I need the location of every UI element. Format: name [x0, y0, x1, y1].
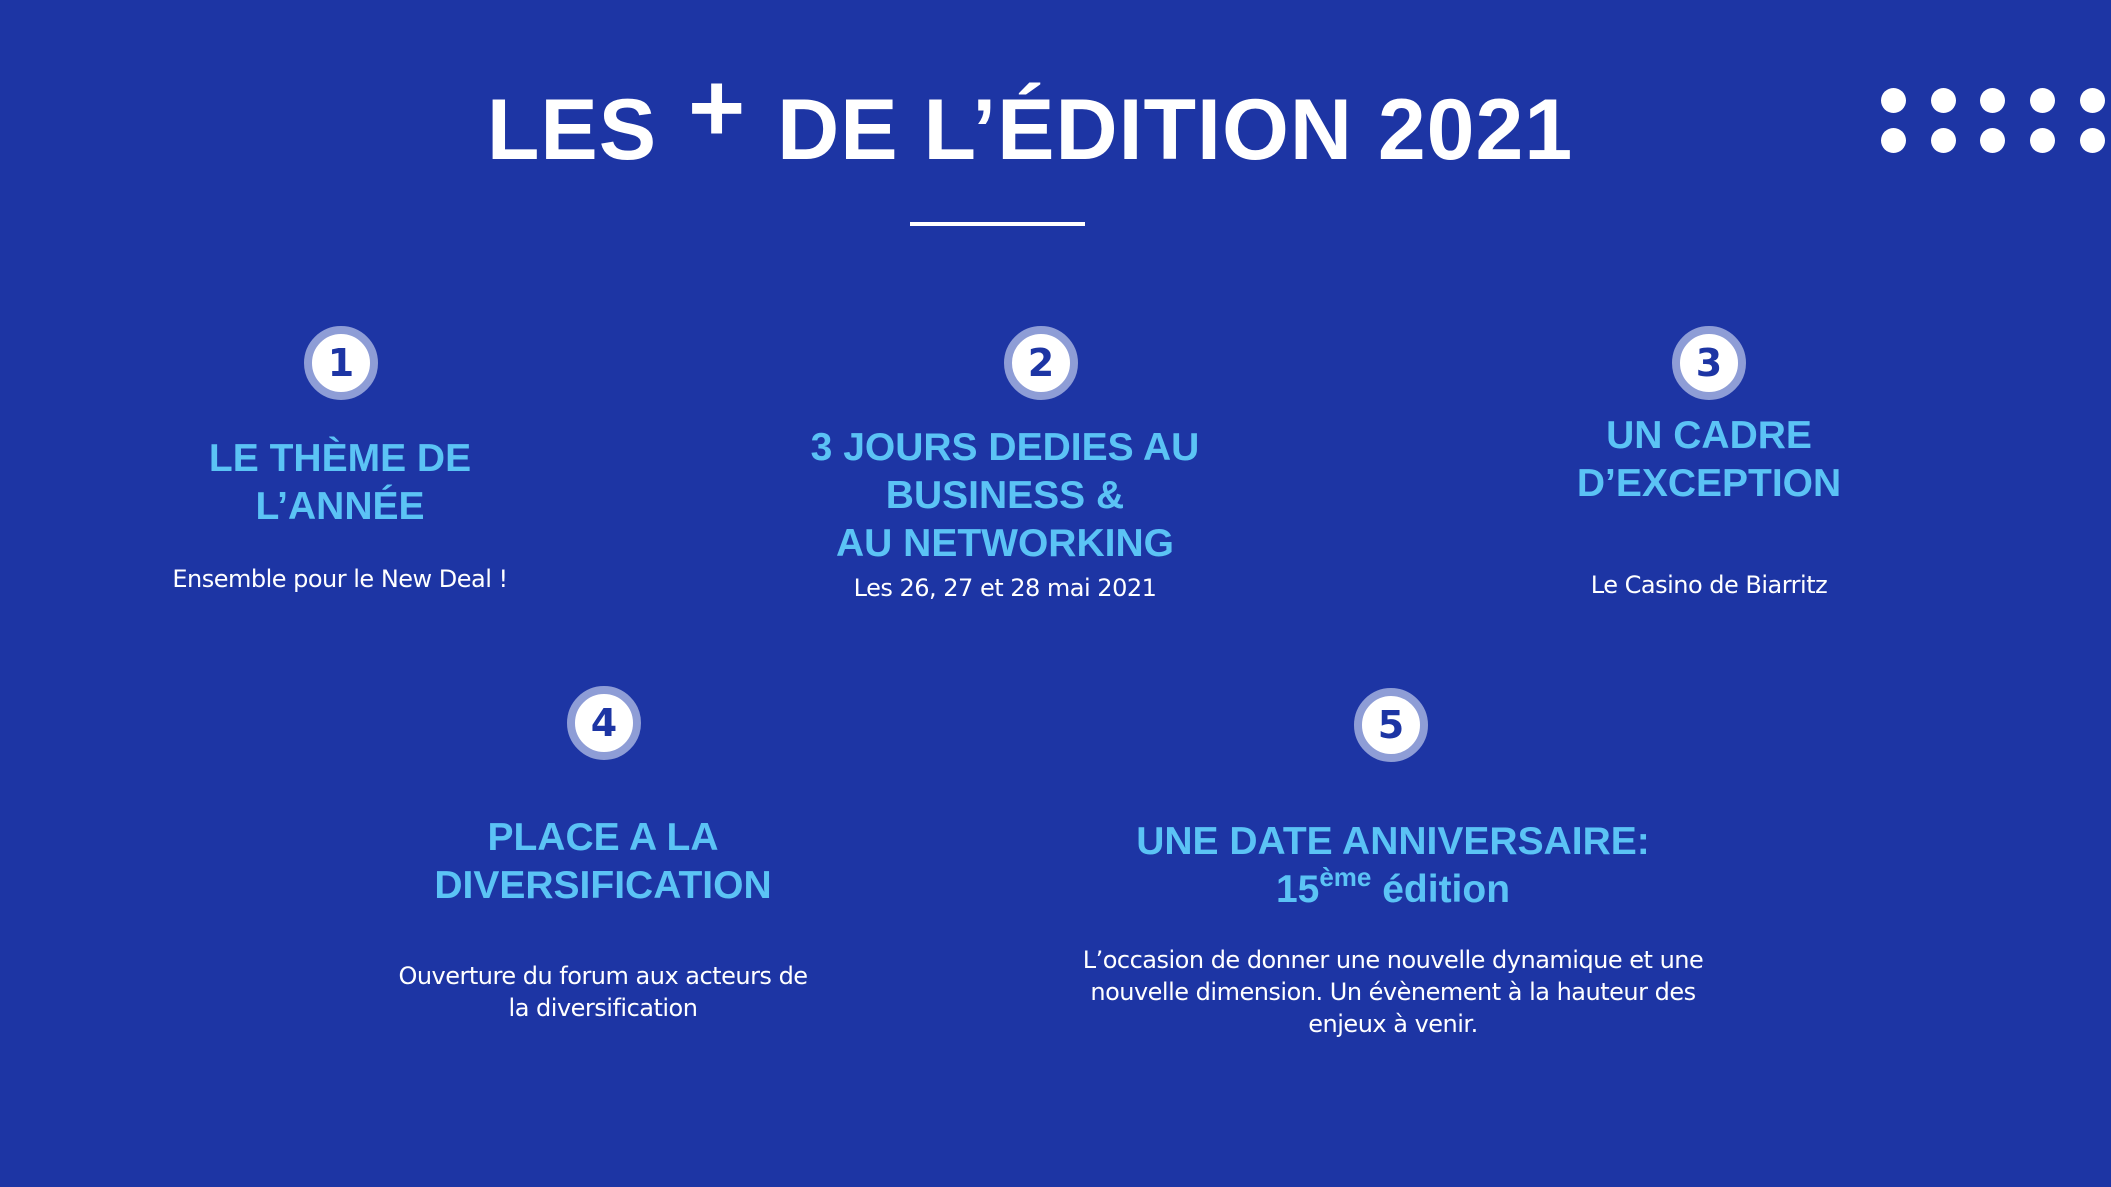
page-title: [0, 52, 2060, 185]
item-3-number-badge: 3: [1672, 326, 1746, 400]
heading-ordinal-suffix: ème: [1319, 862, 1372, 892]
description-line: Les 26, 27 et 28 mai 2021: [853, 574, 1157, 602]
description-line: nouvelle dimension. Un évènement à la hauteur des: [1090, 978, 1696, 1006]
item-5-description: [1043, 944, 1743, 1040]
item-1-description: [90, 563, 590, 595]
heading-line: AU NETWORKING: [836, 522, 1174, 565]
heading-line: BUSINESS &: [885, 474, 1125, 517]
dot-icon: [1881, 88, 1906, 113]
dot-icon: [1980, 88, 2005, 113]
item-5-heading: [1043, 818, 1743, 917]
decorative-dots: [1868, 82, 2111, 162]
item-4-heading: [353, 814, 853, 910]
title-prefix: LES: [486, 82, 658, 178]
item-1-heading: [90, 435, 590, 531]
item-3-heading: [1459, 412, 1959, 508]
dot-icon: [2080, 128, 2105, 153]
item-2-number-badge: 2: [1004, 326, 1078, 400]
title-suffix: DE L’ÉDITION 2021: [777, 82, 1574, 178]
title-divider: [910, 222, 1085, 226]
heading-line: L’ANNÉE: [255, 485, 425, 528]
description-line: L’occasion de donner une nouvelle dynamique et une: [1082, 946, 1704, 974]
description-line: Ouverture du forum aux acteurs de: [398, 962, 808, 990]
dot-icon: [1931, 128, 1956, 153]
heading-word: édition: [1371, 868, 1511, 911]
heading-line: PLACE A LA: [487, 816, 719, 859]
heading-line: 3 JOURS DEDIES AU: [810, 426, 1200, 469]
item-3-description: [1459, 569, 1959, 601]
heading-ordinal-number: 15: [1275, 868, 1320, 911]
description-line: la diversification: [508, 994, 698, 1022]
dot-icon: [2030, 128, 2055, 153]
item-5-number-badge: 5: [1354, 688, 1428, 762]
item-2-heading: [755, 424, 1255, 568]
heading-line: UNE DATE ANNIVERSAIRE:: [1136, 820, 1650, 863]
item-1-number-badge: 1: [304, 326, 378, 400]
item-4-description: [353, 960, 853, 1024]
item-4-number-badge: 4: [567, 686, 641, 760]
item-2-description: [755, 572, 1255, 604]
description-line: Le Casino de Biarritz: [1590, 571, 1828, 599]
dot-icon: [1931, 88, 1956, 113]
description-line: Ensemble pour le New Deal !: [172, 565, 508, 593]
title-plus: +: [687, 52, 747, 162]
dot-icon: [1881, 128, 1906, 153]
heading-line: [1043, 862, 1743, 917]
dot-icon: [2030, 88, 2055, 113]
heading-line: DIVERSIFICATION: [434, 864, 772, 907]
heading-line: D’EXCEPTION: [1576, 462, 1842, 505]
heading-line: LE THÈME DE: [208, 437, 472, 480]
heading-line: UN CADRE: [1606, 414, 1812, 457]
description-line: enjeux à venir.: [1308, 1010, 1478, 1038]
dot-icon: [2080, 88, 2105, 113]
dot-icon: [1980, 128, 2005, 153]
